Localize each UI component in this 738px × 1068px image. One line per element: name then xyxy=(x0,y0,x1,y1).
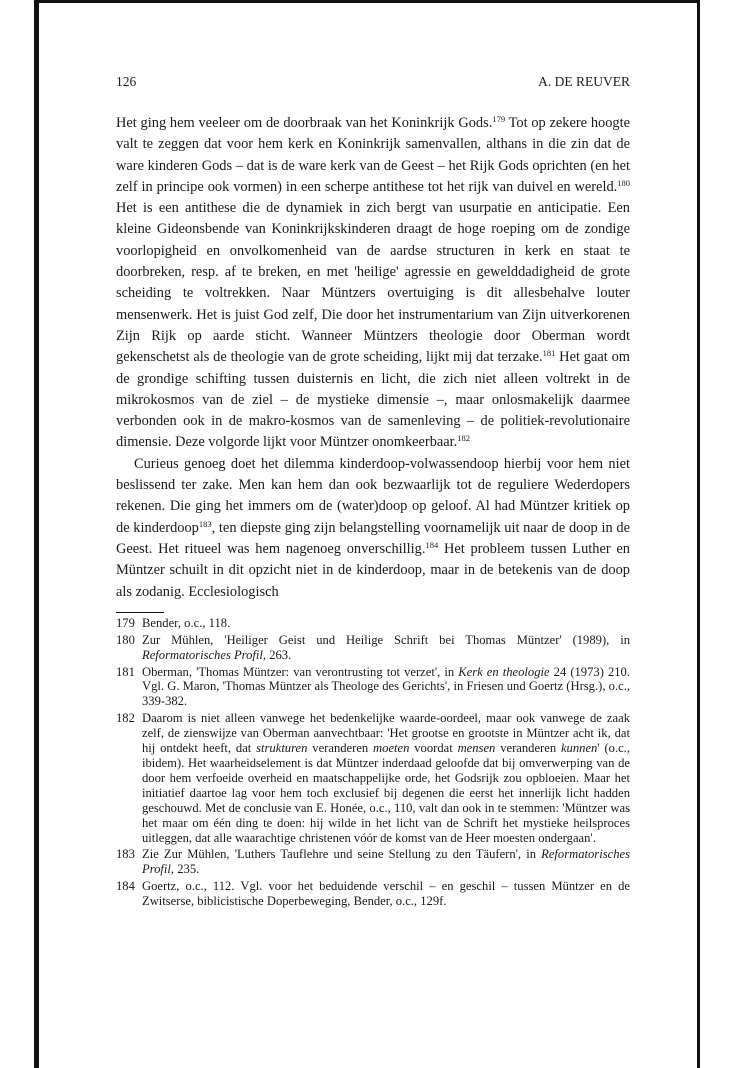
text-run: , ten diepste ging zijn belangstelling voornamelijk uit naar de doop in de Geest. Het ritueel was hem nagenoeg onverschillig. xyxy=(116,519,630,557)
text-run: Bender, o.c., 118. xyxy=(142,615,231,630)
footnote-number: 184 xyxy=(116,879,135,894)
text-run: Tot op zekere hoogte valt te zeggen dat voor hem kerk en Koninkrijk samenvallen, althans in die zin dat de ware kinderen Gods – dat is de ware kerk van de Geest – het Rijk Gods oprichten (en het zelf in principe ook vormen) in een scherpe antithese tot het rijk van duivel en wereld. xyxy=(116,115,631,195)
paragraph xyxy=(116,113,630,454)
text-run: Het gaat om de grondige schifting tussen duisternis en licht, die zich niet alleen voltrekt in de mikrokosmos van de ziel – de mystieke dimensie –, maar onlosmakelijk daarmee verbonden ook in de makro-kosmos van de samenleving – de politiek-revolutionaire dimensie. Deze volgorde lijkt voor Müntzer onomkeerbaar. xyxy=(116,349,630,451)
italic-text: moeten xyxy=(373,741,410,756)
footnote xyxy=(116,633,630,663)
footnote xyxy=(116,847,630,877)
text-run: veranderen xyxy=(495,741,561,756)
text-run: veranderen xyxy=(307,741,374,756)
text-run: Het probleem tussen Luther en Müntzer schuilt in dit opzicht niet in de kinderdoop, maar in de betekenis van de doop als zodanig. Ecclesiologisch xyxy=(116,540,631,600)
text-run: Zur Mühlen, 'Heiliger Geist und Heilige Schrift bei Thomas Müntzer' (1989), in xyxy=(142,632,630,647)
text-run: 24 (1973) 210. Vgl. G. Maron, 'Thomas Müntzer als Theologe des Gerichts', in Friesen und Goertz (Hrsg.), o.c., 339-382. xyxy=(142,664,631,709)
footnote-ref: 180 xyxy=(617,177,630,188)
text-run: 263. xyxy=(266,647,292,662)
footnote xyxy=(116,665,630,710)
running-title: A. DE REUVER xyxy=(538,74,630,89)
text-run: voordat xyxy=(409,741,458,756)
text-run: 235. xyxy=(174,862,200,877)
running-head xyxy=(116,74,630,90)
italic-text: Reformatorisches Profil, xyxy=(142,647,267,662)
footnotes xyxy=(116,616,630,909)
text-run: Curieus genoeg doet het dilemma kinderdoop-volwassendoop hierbij voor hem niet beslissend ter zake. Men kan hem dan ook bezwaarlijk tot de reguliere Wederdopers rekenen. Die ging het immers om de (water)doop op geloof. Al had Müntzer kritiek op de kinderdoop xyxy=(116,455,630,536)
page-content xyxy=(116,74,630,911)
footnote-number: 182 xyxy=(116,711,135,726)
footnote-ref: 182 xyxy=(457,433,471,444)
text-run: Zie Zur Mühlen, 'Luthers Tauflehre und seine Stellung zu den Täufern', in xyxy=(142,847,542,862)
scan-border-right xyxy=(697,0,700,1068)
text-run: Goertz, o.c., 112. Vgl. voor het beduidende verschil – en geschil – tussen Müntzer en de Zwitserse, biblicistische Doperbeweging, Bender, o.c., 129f. xyxy=(142,879,630,909)
footnote xyxy=(116,879,630,909)
footnote-ref: 184 xyxy=(425,539,439,550)
italic-text: Kerk en theologie xyxy=(458,664,550,679)
footnote-ref: 181 xyxy=(542,348,556,359)
footnote xyxy=(116,616,630,631)
text-run: Het ging hem veeleer om de doorbraak van het Koninkrijk Gods. xyxy=(116,115,493,131)
italic-text: mensen xyxy=(457,741,496,756)
text-run: Daarom is niet alleen vanwege het bedenkelijke waarde-oordeel, maar ook vanwege de zaak zelf, de zienswijze van Oberman aanvechtbaar: 'Het grootse en grootste in Müntzer acht ik, dat hij ontdekt heeft, dat xyxy=(142,711,630,756)
footnote-ref: 183 xyxy=(198,518,212,529)
italic-text: Reformatorisches Profil, xyxy=(142,847,630,877)
text-run: Het is een antithese die de dynamiek in zich bergt van usurpatie en anticipatie. Een kleine Gideonsbende van Koninkrijkskinderen draagt de hoge roeping om de zondige voorlopigheid en onvolkomenheid van de aardse structuren in kerk en staat te doorbreken, resp. af te breken, en met 'heilige' agressie en gewelddadigheid de grote scheiding te voltrekken. Naar Müntzers overtuiging is dit allesbehalve louter mensenwerk. Het is juist God zelf, Die door het instrumentarium van Zijn uitverkorenen Zijn Rijk op aarde sticht. Wanneer Müntzers theologie door Oberman wordt gekenschetst als de theologie van de grote scheiding, lijkt mij dat terzake. xyxy=(116,200,630,366)
footnote xyxy=(116,711,630,845)
footnote-ref: 179 xyxy=(492,114,506,124)
text-run: Oberman, 'Thomas Müntzer: van verontrusting tot verzet', in xyxy=(142,664,459,679)
italic-text: kunnen xyxy=(560,741,598,756)
footnote-number: 180 xyxy=(116,632,135,647)
footnote-number: 183 xyxy=(116,847,135,862)
scan-border-top xyxy=(34,0,700,3)
footnote-number: 179 xyxy=(116,615,135,630)
footnote-number: 181 xyxy=(116,664,135,679)
scan-border-left xyxy=(34,0,39,1068)
body-text xyxy=(116,113,630,603)
text-run: ' (o.c., ibidem). Het waarheidselement is dat Müntzer inderdaad geloofde dat bij omverwerping van de door hem verfoeide overheid en maatschappelijke orde, het Godsrijk zou opbloeien. Maar het initiatief daartoe lag voor hem toch exclusief bij degenen die eerst het innerlijk licht hadden geschouwd. Met de conclusie van E. Honée, o.c., 110, valt dan ook in te stemmen: 'Müntzer was het maar om één ding te doen: hij wilde in het licht van de Schrift het mystieke heilsproces uitleggen, dat alle waarachtige christenen vóór de komst van de Heer moesten ondergaan'. xyxy=(142,741,630,845)
italic-text: strukturen xyxy=(256,741,308,756)
page-number: 126 xyxy=(116,74,137,89)
paragraph xyxy=(116,454,630,603)
footnote-separator xyxy=(116,612,164,613)
